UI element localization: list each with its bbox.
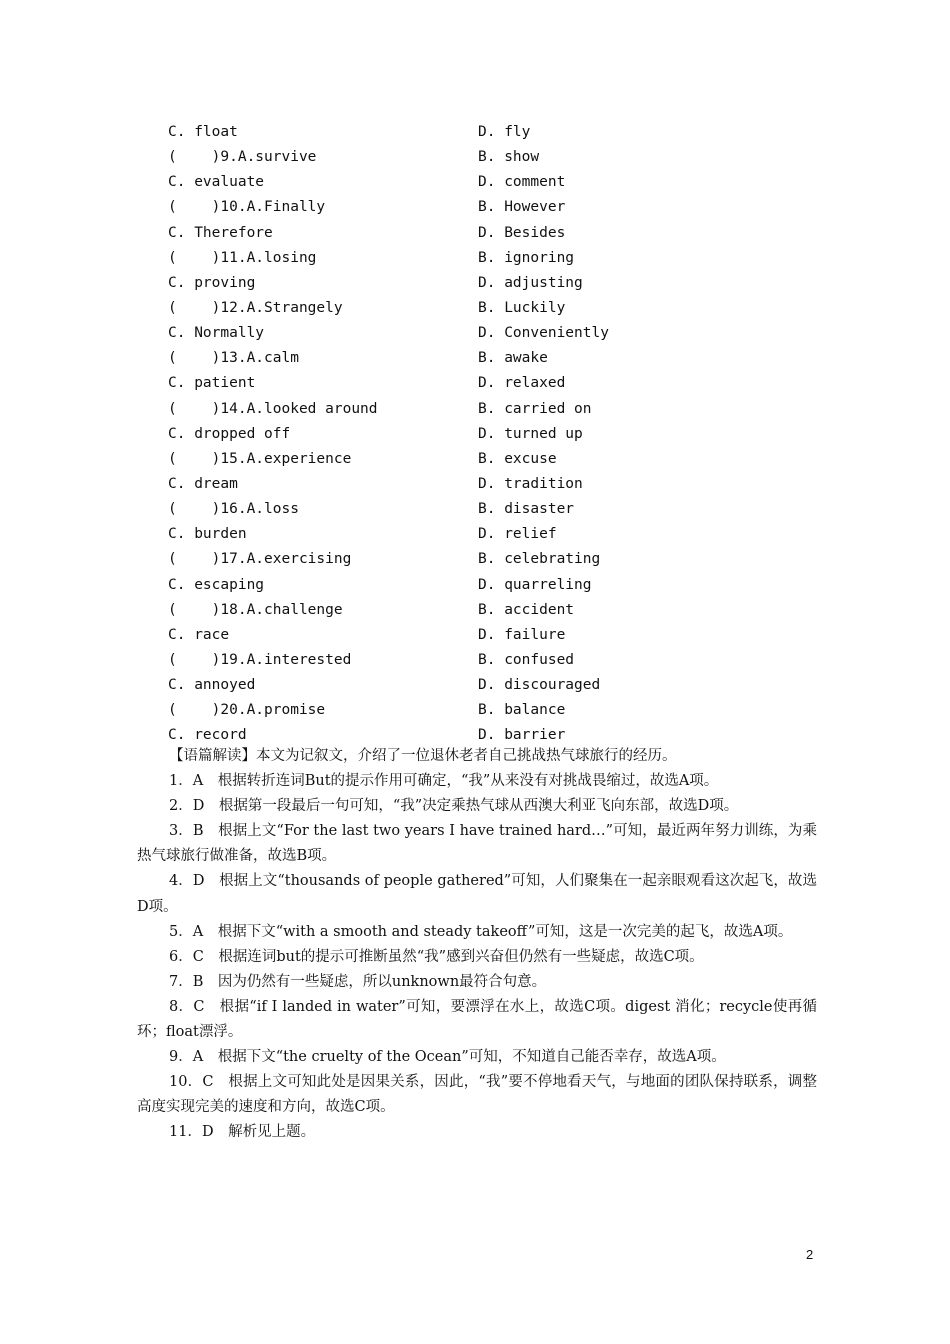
option-right: D. discouraged [478, 677, 601, 694]
option-right: D. fly [478, 124, 531, 140]
option-row [168, 221, 828, 246]
option-right: B. confused [478, 651, 575, 668]
option-right: D. failure [478, 626, 566, 643]
options-list [168, 120, 828, 749]
option-left: ( )13.A.calm [168, 350, 299, 367]
option-row [168, 472, 828, 497]
option-left: ( )17.A.exercising [168, 551, 352, 568]
option-row [168, 698, 828, 723]
option-row [168, 623, 828, 648]
option-left: ( )10.A.Finally [168, 199, 326, 216]
answer-explanation: 8．C 根据“if I landed in water”可知，要漂浮在水上，故选C项。digest 消化；recycle使再循环；float漂浮。 [137, 998, 817, 1041]
option-right: D. tradition [478, 475, 583, 492]
option-right: B. celebrating [478, 551, 601, 568]
option-right: B. ignoring [478, 249, 575, 266]
option-right: B. disaster [478, 501, 575, 518]
option-left: C. race [168, 626, 230, 643]
option-row [168, 371, 828, 396]
option-row [168, 321, 828, 346]
option-left: ( )16.A.loss [168, 501, 299, 518]
answer-explanation: 7．B 因为仍然有一些疑虑，所以unknown最符合句意。 [169, 973, 547, 990]
option-right: D. Besides [478, 224, 566, 241]
option-row [168, 145, 828, 170]
option-row [168, 673, 828, 698]
option-row [168, 296, 828, 321]
option-right: B. awake [478, 350, 548, 367]
option-right: D. quarreling [478, 576, 592, 593]
option-row [168, 346, 828, 371]
option-row [168, 447, 828, 472]
option-row [168, 397, 828, 422]
option-right: D. Conveniently [478, 325, 609, 342]
option-left: C. burden [168, 526, 247, 543]
option-row [168, 573, 828, 598]
option-row [168, 422, 828, 447]
option-row [168, 170, 828, 195]
option-row [168, 522, 828, 547]
analysis-section [137, 744, 817, 1146]
option-row [168, 547, 828, 572]
option-right: D. turned up [478, 425, 583, 442]
answer-explanation: 2．D 根据第一段最后一句可知，“我”决定乘热气球从西澳大利亚飞向东部，故选D项。 [169, 798, 739, 815]
option-left: C. float [168, 124, 238, 140]
option-left: C. patient [168, 375, 256, 392]
option-right: D. adjusting [478, 274, 583, 291]
option-row [168, 271, 828, 296]
option-right: D. relief [478, 526, 557, 543]
answer-explanation: 4．D 根据上文“thousands of people gathered”可知，人们聚集在一起亲眼观看这次起飞，故选D项。 [137, 873, 817, 915]
option-right: B. show [478, 149, 540, 166]
option-left: ( )14.A.looked around [168, 400, 378, 417]
option-row [168, 120, 828, 145]
option-left: C. Therefore [168, 224, 273, 241]
option-row [168, 648, 828, 673]
option-left: C. escaping [168, 576, 265, 593]
option-right: D. barrier [478, 727, 566, 744]
option-right: B. balance [478, 702, 566, 719]
option-row [168, 497, 828, 522]
option-right: B. However [478, 199, 566, 216]
answer-explanation: 9．A 根据下文“the cruelty of the Ocean”可知，不知道自己能否幸存，故选A项。 [169, 1049, 726, 1066]
option-row [168, 598, 828, 623]
option-left: C. Normally [168, 325, 265, 342]
page-number: 2 [806, 1247, 814, 1262]
option-right: B. excuse [478, 450, 557, 467]
option-left: C. dream [168, 475, 238, 492]
option-row [168, 195, 828, 220]
option-left: ( )19.A.interested [168, 651, 352, 668]
option-left: ( )11.A.losing [168, 249, 317, 266]
answer-explanation: 10．C 根据上文可知此处是因果关系，因此，“我”要不停地看天气，与地面的团队保持联系，调整高度实现完美的速度和方向，故选C项。 [137, 1074, 817, 1116]
option-left: ( )18.A.challenge [168, 601, 343, 618]
option-left: C. annoyed [168, 677, 256, 694]
option-left: ( )20.A.promise [168, 702, 326, 719]
option-right: B. carried on [478, 400, 592, 417]
option-left: C. evaluate [168, 174, 265, 191]
option-left: C. record [168, 727, 247, 744]
option-right: D. relaxed [478, 375, 566, 392]
answer-explanation: 5．A 根据下文“with a smooth and steady takeoff”可知，这是一次完美的起飞，故选A项。 [169, 923, 793, 940]
option-left: C. proving [168, 274, 256, 291]
option-left: ( )9.A.survive [168, 149, 317, 166]
option-left: ( )12.A.Strangely [168, 299, 343, 316]
answer-explanation: 1．A 根据转折连词But的提示作用可确定，“我”从来没有对挑战畏缩过，故选A项。 [169, 773, 719, 790]
passage-overview: 【语篇解读】本文为记叙文，介绍了一位退休老者自己挑战热气球旅行的经历。 [169, 748, 677, 764]
option-right: B. Luckily [478, 299, 566, 316]
option-row [168, 246, 828, 271]
option-right: B. accident [478, 601, 575, 618]
option-left: ( )15.A.experience [168, 450, 352, 467]
answer-explanation: 3．B 根据上文“For the last two years I have trained hard…”可知，最近两年努力训练，为乘热气球旅行做准备，故选B项。 [137, 823, 817, 865]
answer-explanation: 11．D 解析见上题。 [169, 1124, 316, 1141]
answer-explanation: 6．C 根据连词but的提示可推断虽然“我”感到兴奋但仍然有一些疑虑，故选C项。 [169, 948, 704, 965]
option-left: C. dropped off [168, 425, 291, 442]
option-right: D. comment [478, 174, 566, 191]
